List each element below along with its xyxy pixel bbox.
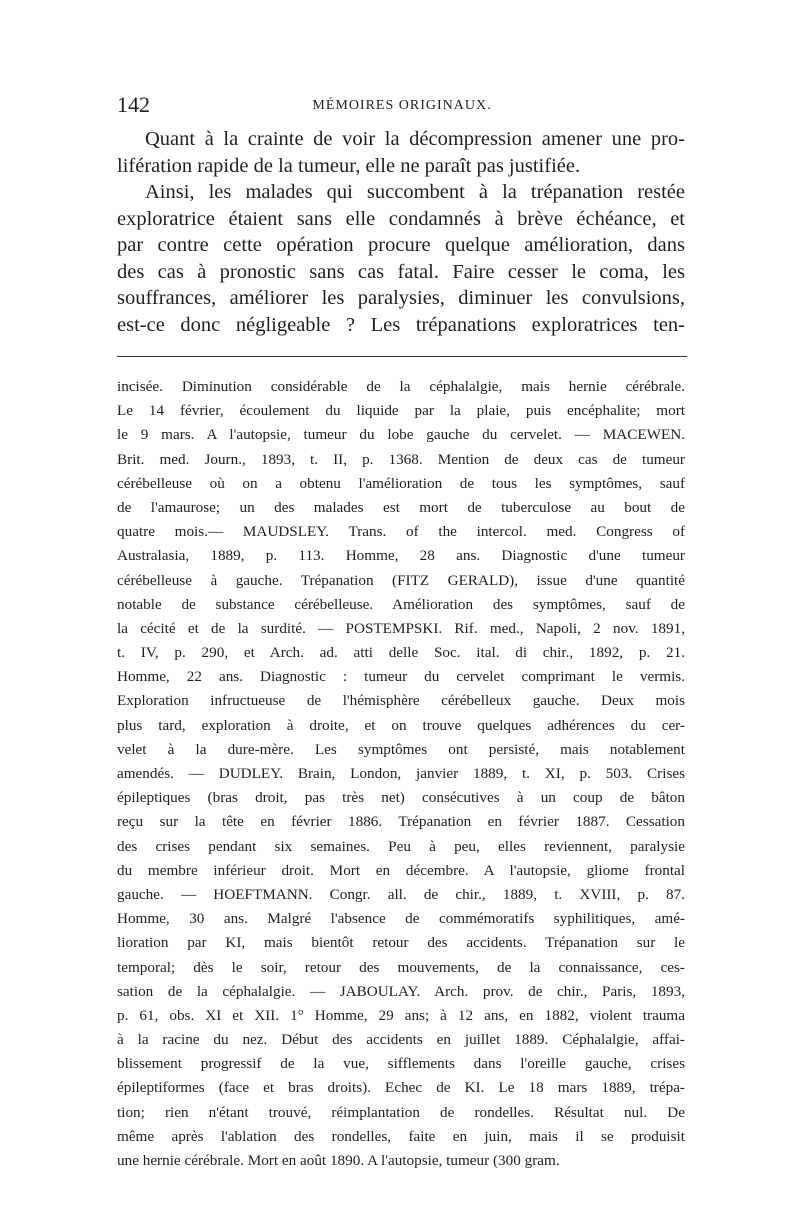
- page-header: [117, 92, 687, 122]
- footnote-line: épileptiformes (face et bras droits). Echec de KI. Le 18 mars 1889, trépa-: [117, 1079, 685, 1097]
- footnote-line: la cécité et de la surdité. — POSTEMPSKI. Rif. med., Napoli, 2 nov. 1891,: [117, 619, 685, 637]
- footnote-line: t. IV, p. 290, et Arch. ad. atti delle Soc. ital. di chir., 1892, p. 21.: [117, 644, 685, 662]
- footnote-line: amendés. — DUDLEY. Brain, London, janvier 1889, t. XI, p. 503. Crises: [117, 765, 685, 782]
- footnote-line: le 9 mars. A l'autopsie, tumeur du lobe gauche du cervelet. — MACEWEN.: [117, 426, 685, 444]
- footnote-line: cérébelleuse où on a obtenu l'amélioration de tous les symptômes, sauf: [117, 474, 685, 492]
- footnote-line: Homme, 30 ans. Malgré l'absence de commémoratifs syphilitiques, amé-: [117, 910, 685, 928]
- body-line: Ainsi, les malades qui succombent à la trépanation restée: [145, 181, 685, 203]
- body-line: par contre cette opération procure quelque amélioration, dans: [117, 234, 685, 256]
- body-line: lifération rapide de la tumeur, elle ne paraît pas justifiée.: [117, 154, 581, 177]
- footnote-line: sation de la céphalalgie. — JABOULAY. Arch. prov. de chir., Paris, 1893,: [117, 982, 685, 1000]
- footnote-line: p. 61, obs. XI et XII. 1° Homme, 29 ans; à 12 ans, en 1882, violent trauma: [117, 1006, 685, 1024]
- footnote-line: notable de substance cérébelleuse. Amélioration des symptômes, sauf de: [117, 595, 685, 613]
- footnote-line: épileptiques (bras droit, pas très net) consécutives à un coup de bâton: [117, 789, 685, 807]
- footnote-line: des crises pendant six semaines. Peu à peu, elles reviennent, paralysie: [117, 837, 685, 855]
- footnote-line: plus tard, exploration à droite, et on trouve quelques adhérences du cer-: [117, 716, 685, 734]
- footnote-line: Brit. med. Journ., 1893, t. II, p. 1368. Mention de deux cas de tumeur: [117, 450, 685, 468]
- footnote-line: Exploration infructueuse de l'hémisphère cérébelleux gauche. Deux mois: [117, 692, 685, 710]
- main-paragraphs: [117, 126, 685, 338]
- footnote-line: tion; rien n'étant trouvé, réimplantation de rondelles. Résultat nul. De: [117, 1103, 685, 1121]
- footnote-line: quatre mois.— MAUDSLEY. Trans. of the intercol. med. Congress of: [117, 523, 685, 541]
- footnote-line: Homme, 22 ans. Diagnostic : tumeur du cervelet comprimant le vermis.: [117, 668, 685, 686]
- footnote-line: une hernie cérébrale. Mort en août 1890. A l'autopsie, tumeur (300 gram.: [117, 1152, 560, 1169]
- footnote-line: velet à la dure-mère. Les symptômes ont persisté, mais notablement: [117, 740, 685, 758]
- body-line: Quant à la crainte de voir la décompression amener une pro-: [145, 128, 685, 150]
- footnote-line: Australasia, 1889, p. 113. Homme, 28 ans. Diagnostic d'une tumeur: [117, 547, 685, 565]
- footnote-line: lioration par KI, mais bientôt retour des accidents. Trépanation sur le: [117, 934, 685, 952]
- body-line: des cas à pronostic sans cas fatal. Faire cesser le coma, les: [117, 260, 685, 283]
- footnote-line: Le 14 février, écoulement du liquide par la plaie, puis encéphalite; mort: [117, 402, 685, 420]
- footnote-line: blissement progressif de la vue, sifflements dans l'oreille gauche, crises: [117, 1055, 685, 1073]
- footnote-line: de l'amaurose; un des malades est mort de tuberculose au bout de: [117, 498, 685, 516]
- body-line: est-ce donc négligeable ? Les trépanations exploratrices ten-: [117, 313, 685, 336]
- page-number: 142: [117, 92, 150, 117]
- footnote-divider: [117, 356, 687, 357]
- footnote-line: gauche. — HOEFTMANN. Congr. all. de chir., 1889, t. XVIII, p. 87.: [117, 885, 685, 903]
- footnote-line: même après l'ablation des rondelles, faite en juin, mais il se produisit: [117, 1127, 685, 1145]
- footnote-line: temporal; dès le soir, retour des mouvements, de la connaissance, ces-: [117, 958, 685, 976]
- body-line: exploratrice étaient sans elle condamnés à brève échéance, et: [117, 207, 685, 230]
- running-title: MÉMOIRES ORIGINAUX.: [312, 98, 492, 113]
- footnote: [117, 375, 685, 1173]
- footnote-line: cérébelleuse à gauche. Trépanation (FITZ GERALD), issue d'une quantité: [117, 571, 685, 589]
- footnote-line: reçu sur la tête en février 1886. Trépanation en février 1887. Cessation: [117, 813, 685, 831]
- footnote-line: à la racine du nez. Début des accidents en juillet 1889. Céphalalgie, affai-: [117, 1031, 685, 1049]
- footnote-line: du membre inférieur droit. Mort en décembre. A l'autopsie, gliome frontal: [117, 861, 685, 879]
- footnote-line: incisée. Diminution considérable de la céphalalgie, mais hernie cérébrale.: [117, 378, 685, 395]
- body-line: souffrances, améliorer les paralysies, diminuer les convulsions,: [117, 287, 685, 309]
